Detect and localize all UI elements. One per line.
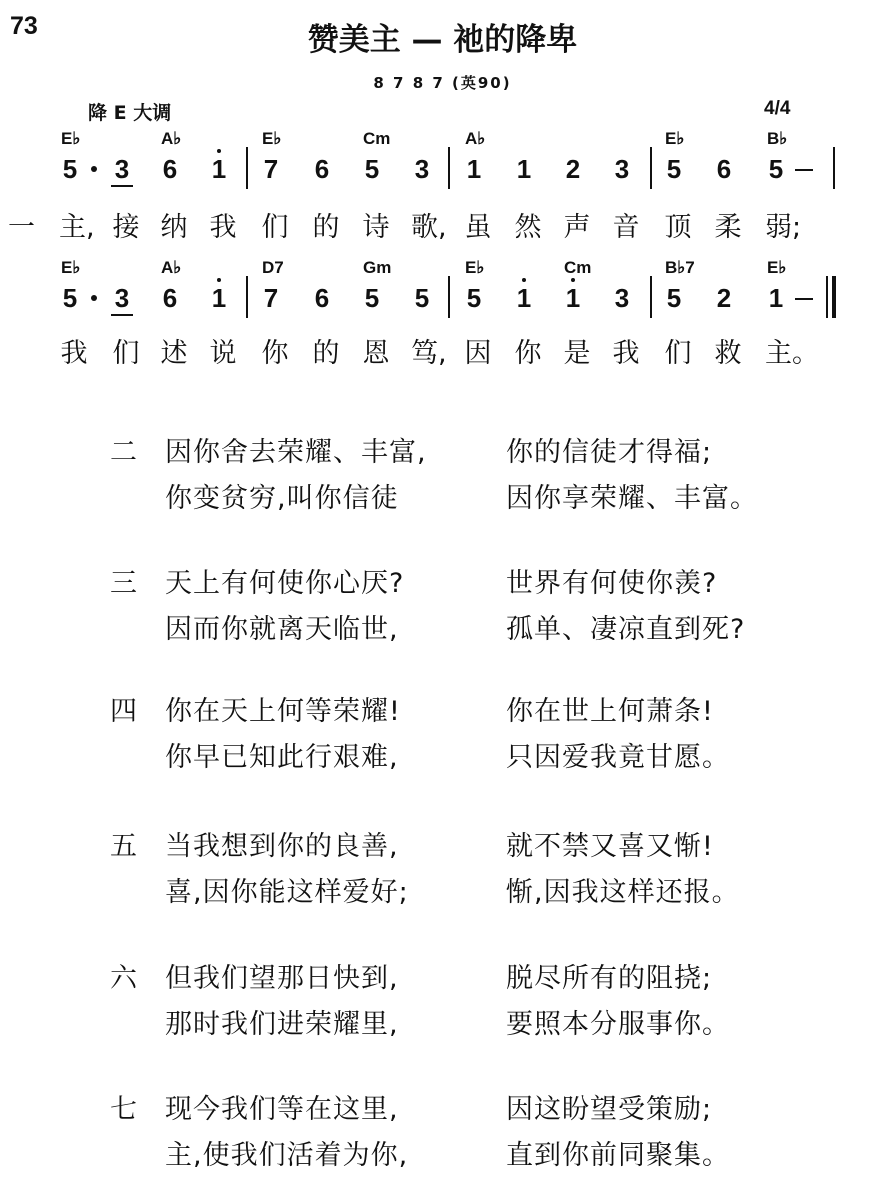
meter-label: 8 7 8 7 (英90) [373,74,512,92]
verse-line: 现今我们等在这里, [165,1094,399,1125]
score-note: 3 [614,283,630,313]
time-signature: 4/4 [764,98,791,119]
lyric-syllable: 你 [261,338,289,369]
verse-line: 因这盼望受策励; [506,1094,713,1125]
score-note: 6 [162,154,178,184]
lyric-syllable: 主, [59,212,95,243]
verse-number: 三 [110,568,137,599]
score-note: 1 [211,154,227,184]
barline [448,147,450,189]
lyric-syllable: 述 [160,338,188,369]
barline [246,147,248,189]
lyric-syllable: 的 [312,212,340,243]
lyric-syllable: 因 [464,338,492,369]
verse-line: 你的信徒才得福; [506,437,713,468]
lyric-syllable: 是 [563,338,591,369]
score-note: 3 [614,154,630,184]
chord-symbol: Cm [564,258,592,277]
score-note: 5 [466,283,482,313]
verse-number: 五 [110,831,137,862]
lyric-syllable: 然 [514,212,542,243]
score-note: 5 [364,283,380,313]
lyric-syllable: 声 [563,212,591,243]
final-barline-thin [826,276,828,318]
eighth-note-underline [111,314,133,316]
score-note: 7 [263,283,279,313]
high-octave-dot [217,278,221,282]
verse-number: 七 [110,1094,137,1125]
augmentation-dot [91,295,97,301]
high-octave-dot [522,278,526,282]
barline [833,147,835,189]
score-note: 5 [414,283,430,313]
chord-symbol: E♭ [665,129,685,148]
chord-symbol: A♭ [161,129,182,148]
chord-symbol: A♭ [161,258,182,277]
lyric-syllable: 们 [664,338,692,369]
barline [246,276,248,318]
chord-symbol: A♭ [465,129,486,148]
verse-line: 你在世上何萧条! [506,696,714,727]
final-barline-thick [832,276,836,318]
verse-line: 因你舍去荣耀、丰富, [165,437,427,468]
lyric-syllable: 弱; [765,212,802,243]
score-note: 1 [516,283,532,313]
lyric-syllable: 你 [514,338,542,369]
score-note: 5 [62,283,78,313]
score-note: 5 [768,154,784,184]
lyric-syllable: 纳 [160,212,188,243]
score-note: 2 [716,283,732,313]
verse-line: 你早已知此行艰难, [165,742,399,773]
score-note: 6 [314,154,330,184]
score-note: 6 [314,283,330,313]
lyric-syllable: 们 [261,212,289,243]
verse-line: 只因爱我竟甘愿。 [506,742,730,773]
verse-number: 二 [110,437,137,468]
score-note: 1 [768,283,784,313]
augmentation-dot [91,166,97,172]
score-note: 1 [466,154,482,184]
score-note: 3 [414,154,430,184]
chord-symbol: Gm [363,258,392,277]
barline [448,276,450,318]
lyric-syllable: 柔 [714,212,742,243]
verse-line: 脱尽所有的阻挠; [506,963,713,994]
verse-line: 惭,因我这样还报。 [506,877,740,908]
lyric-syllable: 说 [209,338,237,369]
lyric-syllable: 顶 [664,212,692,243]
lyric-syllable: 恩 [362,338,390,369]
verse-number: 六 [110,963,137,994]
hymn-title: 赞美主 — 祂的降卑 [307,22,578,58]
lyric-syllable: 们 [112,338,140,369]
lyric-syllable: 诗 [362,212,390,243]
chord-symbol: E♭ [767,258,787,277]
barline [650,276,652,318]
score-note: 1 [516,154,532,184]
chord-symbol: E♭ [465,258,485,277]
barline [650,147,652,189]
verse-line: 你变贫穷,叫你信徒 [165,483,399,514]
lyric-syllable: 我 [209,212,237,243]
verse-line: 因你享荣耀、丰富。 [506,483,758,514]
lyric-syllable: 我 [612,338,640,369]
score-note: 6 [162,283,178,313]
score-note: 5 [666,154,682,184]
score-note: 5 [666,283,682,313]
hymn-number: 73 [10,12,38,40]
verse-line: 但我们望那日快到, [165,963,399,994]
score-note: 5 [62,154,78,184]
verse-line: 要照本分服事你。 [506,1009,730,1040]
score-note: 3 [114,283,130,313]
eighth-note-underline [111,185,133,187]
verse-line: 孤单、凄凉直到死? [506,614,746,645]
chord-symbol: E♭ [262,129,282,148]
verse-line: 那时我们进荣耀里, [165,1009,399,1040]
verse-number: 四 [110,696,137,727]
lyric-syllable: 主。 [765,338,819,369]
verse-line: 直到你前同聚集。 [506,1140,730,1171]
score-note: 2 [565,154,581,184]
key-signature: 降 E 大调 [88,102,172,124]
chord-symbol: E♭ [61,129,81,148]
lyric-syllable: 歌, [411,212,447,243]
score-note: 5 [364,154,380,184]
score-note: 3 [114,154,130,184]
lyric-syllable: 我 [60,338,88,369]
score-note: 1 [565,283,581,313]
score-note: 1 [211,283,227,313]
verse-line: 主,使我们活着为你, [165,1140,409,1171]
hold-dash [795,298,813,300]
verse-line: 喜,因你能这样爱好; [165,877,409,908]
verse-line: 你在天上何等荣耀! [165,696,401,727]
verse-line: 天上有何使你心厌? [165,568,405,599]
chord-symbol: Cm [363,129,391,148]
lyric-syllable: 的 [312,338,340,369]
chord-symbol: B♭7 [665,258,695,277]
chord-symbol: D7 [262,258,284,277]
lyric-syllable: 救 [714,338,742,369]
high-octave-dot [217,149,221,153]
lyric-syllable: 虽 [464,212,492,243]
verse-number: 一 [8,212,35,243]
lyric-syllable: 接 [112,212,140,243]
score-note: 6 [716,154,732,184]
high-octave-dot [571,278,575,282]
score-note: 7 [263,154,279,184]
chord-symbol: B♭ [767,129,788,148]
lyric-syllable: 音 [612,212,640,243]
hold-dash [795,169,813,171]
lyric-syllable: 笃, [411,338,447,369]
chord-symbol: E♭ [61,258,81,277]
verse-line: 因而你就离天临世, [165,614,399,645]
verse-line: 当我想到你的良善, [165,831,399,862]
verse-line: 世界有何使你羡? [506,568,718,599]
verse-line: 就不禁又喜又惭! [506,831,714,862]
